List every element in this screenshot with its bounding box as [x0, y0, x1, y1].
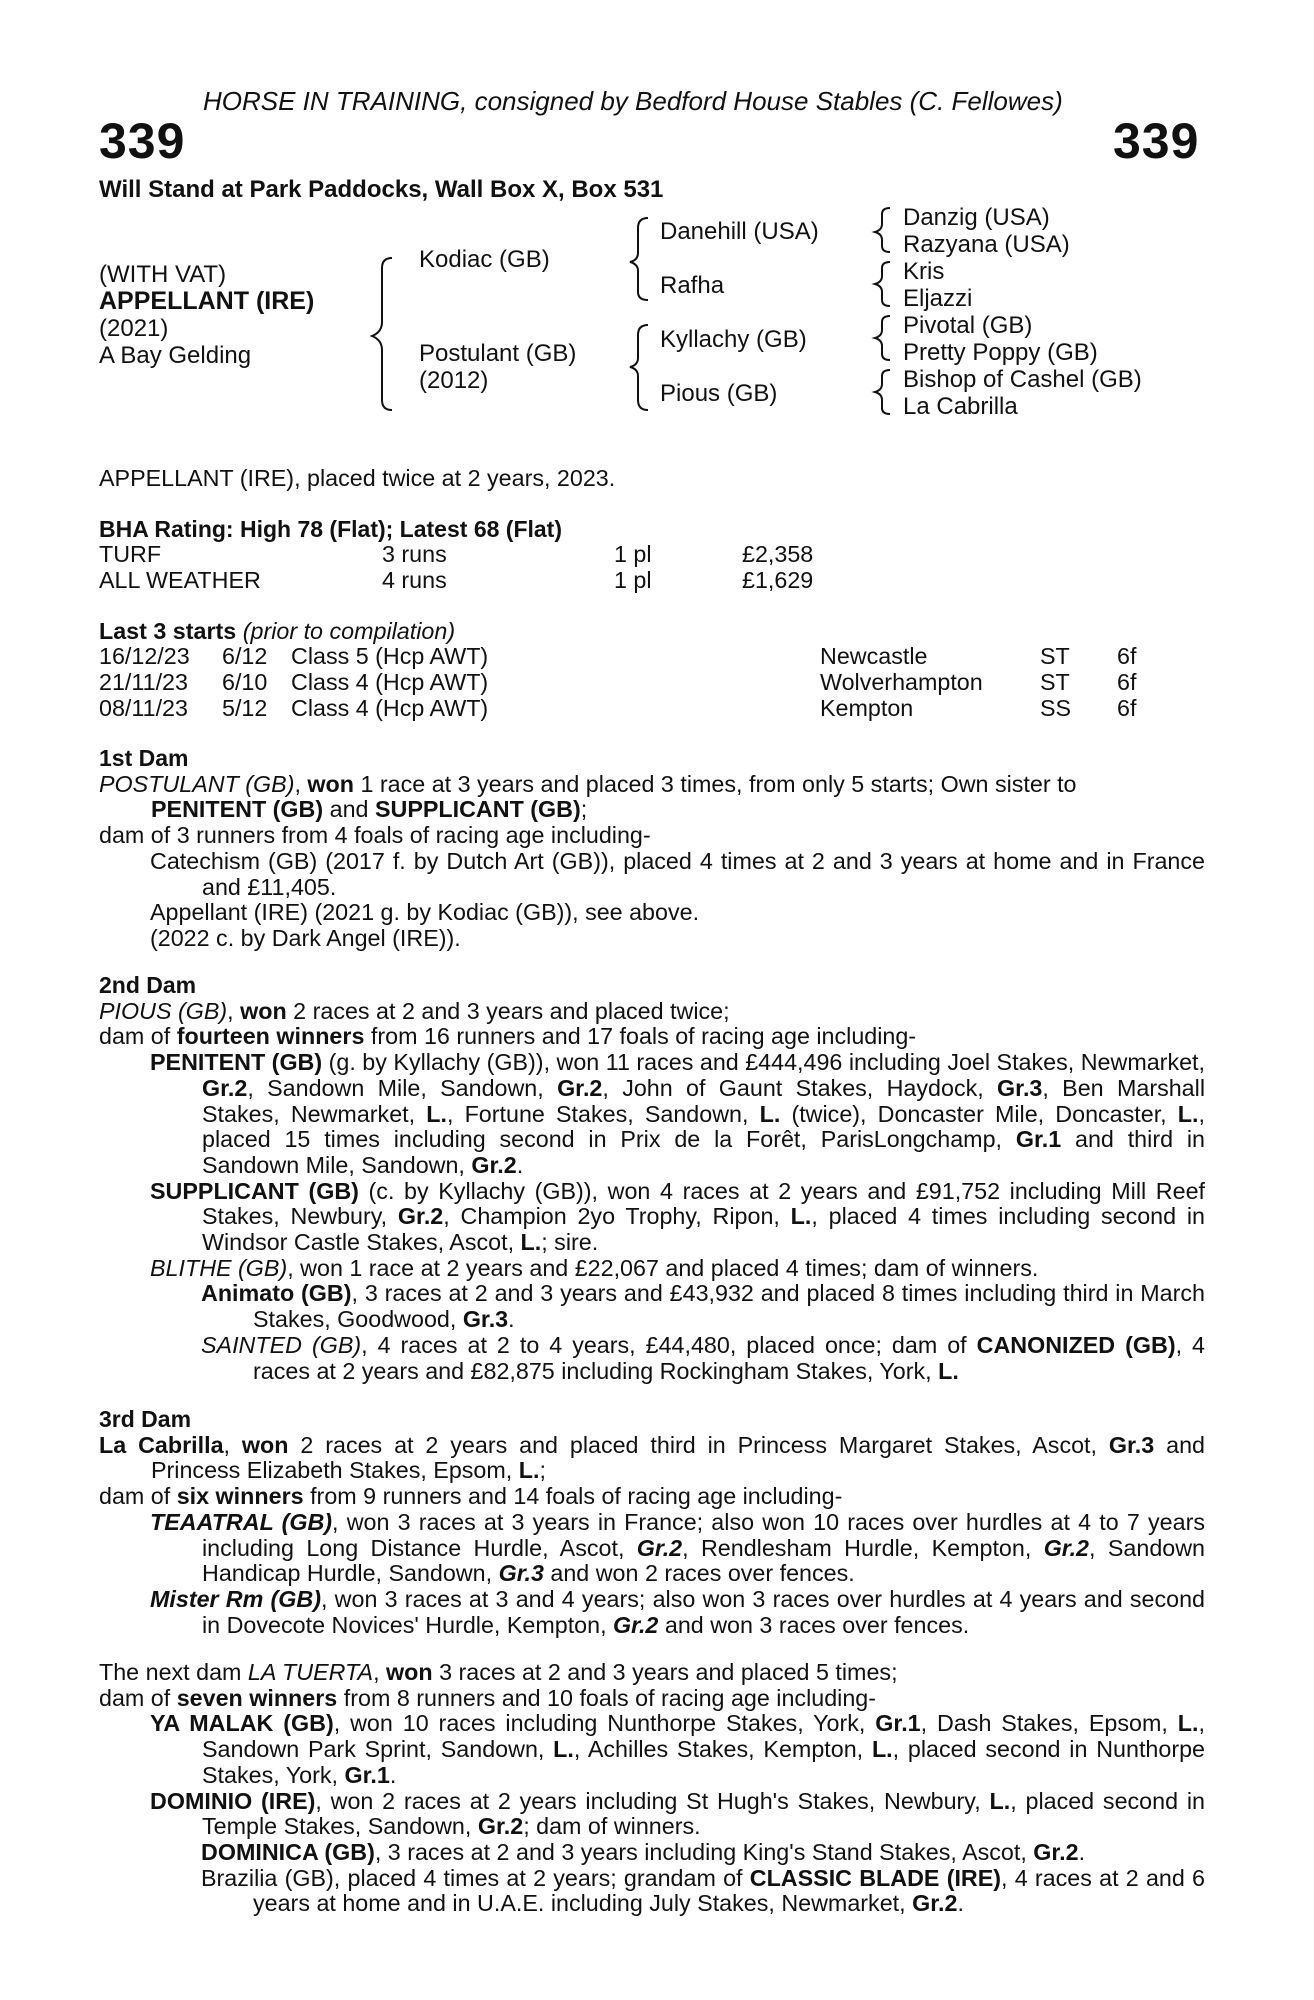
text-fragment: , Champion 2yo Trophy, Ripon,	[443, 1203, 791, 1230]
grade: Gr.3	[498, 1560, 544, 1587]
third-dam-name: La Cabrilla	[99, 1431, 224, 1458]
grade: Gr.3	[462, 1306, 509, 1333]
horse-ref: Mister Rm (GB)	[150, 1585, 322, 1612]
start-row-1-date: 16/12/23	[99, 643, 190, 669]
pedigree-sdd: Eljazzi	[903, 285, 973, 312]
third-dam-section	[99, 1407, 1205, 1638]
grade: L.	[553, 1736, 574, 1763]
start-row-3-class: Class 4 (Hcp AWT)	[291, 695, 489, 721]
grade: L.	[1177, 1100, 1199, 1127]
text-fragment: The next dam	[99, 1659, 248, 1685]
pedigree-sire-sire: Danehill (USA)	[660, 218, 819, 245]
third-dam-title: 3rd Dam	[99, 1406, 192, 1432]
text-fragment: , 3 races at 2 and 3 years including King's Stand Stakes, Ascot,	[374, 1838, 1034, 1865]
text-fragment: dam of	[99, 1023, 177, 1050]
text-fragment: , won 3 races at 3 and 4 years; also won 3 races over hurdles at 4 years and second in Dovecote Novices' Hurdle, Kempton,	[202, 1585, 1206, 1638]
start-row-2-course: Wolverhampton	[820, 669, 983, 695]
winners-count: six winners	[176, 1483, 304, 1510]
horse-ref: Animato (GB)	[201, 1280, 352, 1307]
winners-count: fourteen winners	[176, 1023, 365, 1050]
start-row-2-dist: 6f	[1117, 669, 1137, 695]
produce-brazilia	[99, 1866, 1205, 1917]
text-fragment: Brazilia (GB), placed 4 times at 2 years; grandam of	[201, 1864, 750, 1891]
produce-supplicant	[99, 1179, 1205, 1256]
text-fragment: , 3 races at 2 and 3 years and £43,932 and placed 8 times including third in March Stakes, Goodwood,	[253, 1280, 1205, 1333]
stand-location: Will Stand at Park Paddocks, Wall Box X, Box 531	[99, 176, 664, 203]
won-label: won	[307, 770, 354, 797]
grade: L.	[938, 1357, 959, 1384]
horse-ref: PENITENT (GB)	[151, 796, 324, 823]
second-dam-section	[99, 973, 1205, 1384]
next-dam-name: LA TUERTA	[247, 1659, 374, 1685]
horse-ref: DOMINIO (IRE)	[150, 1787, 316, 1814]
horse-description: A Bay Gelding	[99, 342, 252, 369]
next-dam-section	[99, 1660, 1205, 1917]
horse-summary: APPELLANT (IRE), placed twice at 2 years, 2023.	[99, 465, 616, 491]
grade: Gr.1	[875, 1710, 921, 1737]
pedigree-third-generation	[903, 204, 1142, 420]
grade: L.	[989, 1787, 1011, 1814]
text-fragment: 3 races at 2 and 3 years and placed 5 times;	[432, 1659, 898, 1685]
text-fragment: 2 races at 2 and 3 years and placed twice;	[286, 997, 730, 1024]
pedigree-sire: Kodiac (GB)	[419, 246, 550, 273]
rating-row-turf-runs: 3 runs	[382, 541, 447, 567]
grade: Gr.2	[202, 1074, 248, 1101]
grade: Gr.2	[557, 1074, 603, 1101]
text-fragment: , won 10 races including Nunthorpe Stakes, York,	[333, 1710, 876, 1737]
text-fragment: ,	[227, 997, 241, 1024]
produce-dominio	[99, 1789, 1205, 1840]
produce-teaatral	[99, 1510, 1205, 1587]
horse-ref: SUPPLICANT (GB)	[374, 796, 581, 823]
won-label: won	[386, 1659, 433, 1685]
text-fragment: dam of	[99, 1483, 177, 1510]
next-dam-line1	[99, 1660, 1205, 1686]
pedigree-dam-sire: Kyllachy (GB)	[660, 326, 807, 353]
text-fragment: ;	[539, 1457, 546, 1484]
start-row-1-going: ST	[1040, 643, 1070, 669]
first-dam-line2	[99, 797, 1205, 823]
text-fragment: from 8 runners and 10 foals of racing age including-	[337, 1684, 877, 1711]
text-fragment: ; dam of winners.	[523, 1813, 701, 1840]
third-dam-line1	[99, 1433, 1205, 1484]
text-fragment: dam of	[99, 1684, 177, 1711]
second-dam-line1	[99, 999, 1205, 1025]
start-row-3-course: Kempton	[820, 695, 914, 721]
rating-row-aw-prize: £1,629	[742, 567, 814, 593]
first-dam-title: 1st Dam	[99, 745, 189, 771]
grade: L.	[426, 1100, 447, 1127]
horse-ref: DOMINICA (GB)	[201, 1838, 375, 1865]
text-fragment: , Sandown Park Sprint, Sandown,	[202, 1710, 1205, 1763]
pedigree-dss: Pivotal (GB)	[903, 312, 1033, 339]
pedigree-sire-dam: Rafha	[660, 272, 725, 299]
text-fragment: , Achilles Stakes, Kempton,	[573, 1736, 872, 1763]
grade: Gr.2	[477, 1813, 524, 1840]
last-starts-title: Last 3 starts	[99, 618, 237, 644]
pedigree-ddd: La Cabrilla	[903, 393, 1018, 420]
text-fragment: and won 2 races over fences.	[543, 1560, 855, 1587]
grade: L.	[1177, 1710, 1199, 1737]
horse-ref: SUPPLICANT (GB)	[150, 1177, 359, 1204]
text-fragment: ;	[580, 796, 588, 823]
text-fragment: and third in Sandown Mile, Sandown,	[202, 1126, 1205, 1178]
last-starts-heading	[99, 618, 455, 645]
grade: L.	[790, 1203, 812, 1230]
text-fragment: , Rendlesham Hurdle, Kempton,	[682, 1534, 1044, 1561]
text-fragment: (g. by Kyllachy (GB)), won 11 races and £444,496 including Joel Stakes, Newmarket,	[322, 1049, 1205, 1076]
text-fragment: , Ben Marshall Stakes, Newmarket,	[202, 1074, 1205, 1127]
rating-row-aw-surface: ALL WEATHER	[99, 567, 261, 593]
grade: L.	[518, 1457, 540, 1484]
text-fragment: ,	[223, 1431, 242, 1458]
grade: Gr.2	[636, 1534, 683, 1561]
text-fragment: and Princess Elizabeth Stakes, Epsom,	[151, 1431, 1205, 1484]
winners-count: seven winners	[176, 1684, 338, 1711]
pedigree-sds: Kris	[903, 258, 945, 285]
rating-row-aw-runs: 4 runs	[382, 567, 447, 593]
text-fragment: , won 3 races at 3 years in France; also won 10 races over hurdles at 4 to 7 years including Long Distance Hurdle, Ascot,	[202, 1508, 1206, 1561]
start-row-2-class: Class 4 (Hcp AWT)	[291, 669, 489, 695]
text-fragment: ,	[373, 1659, 387, 1685]
text-fragment: , Dash Stakes, Epsom,	[920, 1710, 1178, 1737]
produce-dominica	[99, 1840, 1205, 1866]
text-fragment: and	[323, 796, 375, 823]
bha-rating-title: BHA Rating: High 78 (Flat); Latest 68 (Flat)	[99, 516, 562, 542]
horse-name: APPELLANT (IRE)	[99, 287, 315, 315]
pedigree-dam-year: (2012)	[419, 367, 489, 394]
start-row-2-going: ST	[1040, 669, 1070, 695]
horse-ref: TEAATRAL (GB)	[150, 1508, 333, 1535]
pedigree-dsd: Pretty Poppy (GB)	[903, 339, 1098, 366]
horse-ref: PENITENT (GB)	[150, 1049, 323, 1076]
horse-ref: YA MALAK (GB)	[150, 1710, 334, 1737]
text-fragment: ; sire.	[541, 1229, 599, 1256]
text-fragment: , placed second in Temple Stakes, Sandown,	[202, 1787, 1205, 1840]
text-fragment: , won 1 race at 2 years and £22,067 and placed 4 times; dam of winners.	[287, 1254, 1039, 1281]
lot-number-left: 339	[99, 113, 186, 169]
won-label: won	[241, 1431, 289, 1458]
second-dam-name: PIOUS (GB)	[99, 997, 228, 1024]
start-row-1-course: Newcastle	[820, 643, 928, 669]
start-row-2-date: 21/11/23	[99, 669, 188, 695]
first-dam-line3: dam of 3 runners from 4 foals of racing age including-	[99, 822, 651, 849]
start-row-1-pos: 6/12	[222, 643, 268, 669]
text-fragment: .	[1078, 1838, 1086, 1865]
horse-year: (2021)	[99, 315, 169, 342]
horse-ref: BLITHE (GB)	[150, 1254, 288, 1281]
grade: Gr.1	[1015, 1126, 1062, 1153]
grade: Gr.2	[912, 1890, 958, 1917]
first-dam-section	[99, 746, 1205, 952]
text-fragment: , placed 4 times including second in Windsor Castle Stakes, Ascot,	[202, 1203, 1205, 1256]
text-fragment: , won 2 races at 2 years including St Hugh's Stakes, Newbury,	[315, 1787, 990, 1814]
first-dam-produce-2: Appellant (IRE) (2021 g. by Kodiac (GB)), see above.	[150, 899, 700, 926]
first-dam-produce-1: Catechism (GB) (2017 f. by Dutch Art (GB)), placed 4 times at 2 and 3 years at home and in France and £11,405.	[150, 847, 1205, 900]
text-fragment: and won 3 races over fences.	[658, 1611, 970, 1638]
horse-ref: CLASSIC BLADE (IRE)	[749, 1864, 1002, 1891]
text-fragment: (c. by Kyllachy (GB)), won 4 races at 2 years and £91,752 including Mill Reef Stakes, Newbury,	[202, 1177, 1205, 1230]
text-fragment: ,	[294, 770, 308, 797]
won-label: won	[240, 997, 287, 1024]
grade: L.	[759, 1100, 781, 1127]
rating-row-aw-placed: 1 pl	[614, 567, 652, 593]
produce-ya-malak	[99, 1711, 1205, 1788]
horse-ref: CANONIZED (GB)	[976, 1331, 1176, 1358]
grade: Gr.2	[1033, 1838, 1079, 1865]
grade: Gr.2	[397, 1203, 444, 1230]
text-fragment: , 4 races at 2 to 4 years, £44,480, placed once; dam of	[361, 1331, 977, 1358]
produce-mister-rm	[99, 1587, 1205, 1638]
rating-row-turf-surface: TURF	[99, 541, 162, 567]
text-fragment: , Sandown Handicap Hurdle, Sandown,	[202, 1534, 1206, 1587]
second-dam-line2	[99, 1024, 1205, 1050]
produce-animato	[99, 1281, 1205, 1332]
grade: L.	[871, 1736, 893, 1763]
produce-sainted	[99, 1333, 1205, 1384]
lot-number-right: 339	[1113, 113, 1200, 169]
start-row-1-dist: 6f	[1117, 643, 1137, 669]
rating-row-turf-placed: 1 pl	[614, 541, 652, 567]
text-fragment: .	[516, 1151, 524, 1178]
vat-note: (WITH VAT)	[99, 261, 227, 288]
grade: Gr.3	[1108, 1431, 1155, 1458]
start-row-3-going: SS	[1040, 695, 1072, 721]
text-fragment: .	[957, 1890, 964, 1917]
pedigree-sss: Danzig (USA)	[903, 204, 1050, 231]
grade: Gr.3	[997, 1074, 1043, 1101]
text-fragment: , 4 races at 2 years and £82,875 including Rockingham Stakes, York,	[253, 1331, 1205, 1384]
pedigree-dam-dam: Pious (GB)	[660, 380, 778, 407]
text-fragment: , Fortune Stakes, Sandown,	[446, 1100, 760, 1127]
grade: Gr.2	[613, 1611, 659, 1638]
grade: Gr.1	[344, 1761, 390, 1788]
pedigree-dam: Postulant (GB)	[419, 340, 577, 367]
text-fragment: (twice), Doncaster Mile, Doncaster,	[780, 1100, 1178, 1127]
start-row-2-pos: 6/10	[222, 669, 268, 695]
start-row-3-date: 08/11/23	[99, 695, 188, 721]
produce-blithe	[99, 1256, 1205, 1282]
text-fragment: .	[389, 1761, 397, 1788]
pedigree-dds: Bishop of Cashel (GB)	[903, 366, 1142, 393]
start-row-3-pos: 5/12	[222, 695, 268, 721]
text-fragment: , placed second in Nunthorpe Stakes, York,	[202, 1736, 1205, 1788]
text-fragment: , placed 15 times including second in Prix de la Forêt, ParisLongchamp,	[202, 1100, 1205, 1153]
grade: Gr.2	[471, 1151, 517, 1178]
grade: L.	[520, 1229, 542, 1256]
text-fragment: 2 races at 2 years and placed third in Princess Margaret Stakes, Ascot,	[288, 1431, 1109, 1458]
first-dam-name: POSTULANT (GB)	[99, 770, 295, 797]
start-row-3-dist: 6f	[1117, 695, 1137, 721]
produce-penitent	[99, 1050, 1205, 1179]
text-fragment: .	[508, 1306, 515, 1333]
third-dam-line2	[99, 1484, 1205, 1510]
page-header: HORSE IN TRAINING, consigned by Bedford House Stables (C. Fellowes)	[203, 86, 1063, 116]
start-row-1-class: Class 5 (Hcp AWT)	[291, 643, 489, 669]
last-starts-subtitle: (prior to compilation)	[242, 618, 456, 644]
second-dam-title: 2nd Dam	[99, 972, 197, 998]
next-dam-line2	[99, 1686, 1205, 1712]
text-fragment: from 16 runners and 17 foals of racing age including-	[364, 1023, 917, 1050]
grade: Gr.2	[1043, 1534, 1090, 1561]
text-fragment: from 9 runners and 14 foals of racing age including-	[303, 1483, 843, 1510]
rating-row-turf-prize: £2,358	[742, 541, 814, 567]
text-fragment: 1 race at 3 years and placed 3 times, from only 5 starts; Own sister to	[354, 770, 1077, 797]
text-fragment: , 4 races at 2 and 6 years at home and in U.A.E. including July Stakes, Newmarket,	[253, 1864, 1205, 1917]
text-fragment: , John of Gaunt Stakes, Haydock,	[602, 1074, 998, 1101]
first-dam-line1	[99, 772, 1205, 798]
text-fragment: , Sandown Mile, Sandown,	[247, 1074, 558, 1101]
pedigree-ssd: Razyana (USA)	[903, 231, 1070, 258]
first-dam-produce-3: (2022 c. by Dark Angel (IRE)).	[150, 924, 461, 951]
horse-ref: SAINTED (GB)	[201, 1331, 362, 1358]
